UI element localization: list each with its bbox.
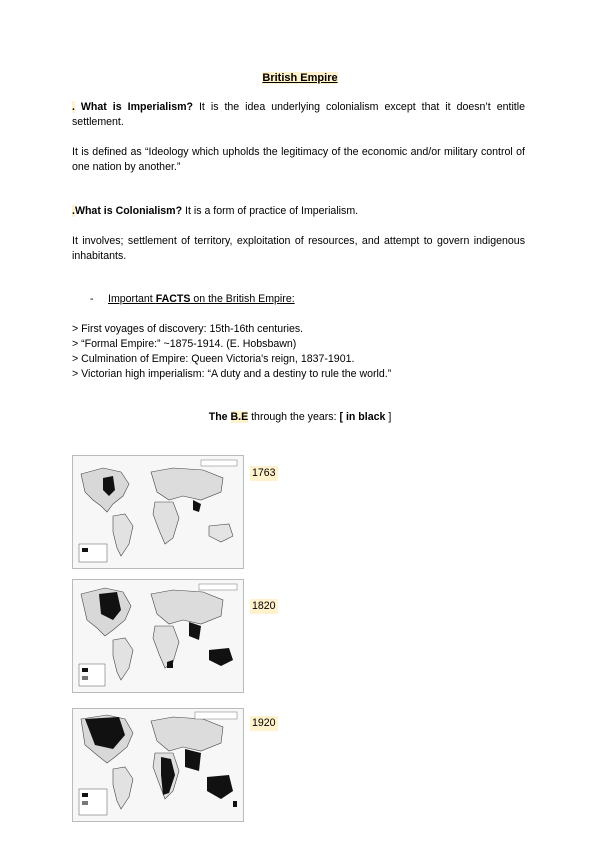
map-1920 [72, 708, 244, 822]
imperialism-bullet: . [72, 101, 75, 113]
years-bracket-open: [ [339, 411, 346, 423]
facts-heading-bold: FACTS [155, 293, 191, 305]
world-map-1820-image [73, 580, 243, 692]
imperialism-answer: It is the idea underlying colonialism except that it doesn’t entitle settlement. [72, 101, 525, 128]
facts-list [72, 322, 391, 382]
imperialism-question: What is Imperialism? [74, 101, 193, 113]
years-in-black: in black [345, 411, 386, 423]
years-the: The [208, 411, 231, 423]
years-through: through the years: [248, 411, 340, 423]
map-1820 [72, 579, 244, 693]
year-label-1920: 1920 [252, 717, 276, 729]
years-bracket-close: ] [385, 411, 392, 423]
year-label-1820: 1820 [252, 600, 276, 612]
fact-item: > Victorian high imperialism: “A duty and a destiny to rule the world.” [72, 368, 392, 380]
years-heading [0, 410, 600, 425]
colonialism-answer: It is a form of practice of Imperialism. [182, 205, 359, 217]
imperialism-paragraph [72, 100, 525, 130]
world-map-1763-image [73, 456, 243, 568]
facts-heading-after: on the British Empire: [190, 293, 295, 305]
facts-heading-before: Important [108, 293, 156, 305]
fact-item: > Culmination of Empire: Queen Victoria's reign, 1837-1901. [72, 353, 355, 365]
colonialism-question: What is Colonialism? [74, 205, 183, 217]
definition-paragraph: It is defined as “Ideology which upholds the legitimacy of the economic and/or military control of one nation by another.” [72, 146, 525, 173]
fact-item: > “Formal Empire:” ~1875-1914. (E. Hobsbawn) [72, 338, 297, 350]
world-map-1920-image [73, 709, 243, 821]
years-be: B.E [230, 411, 249, 423]
facts-heading [90, 292, 295, 307]
year-label-1763: 1763 [252, 467, 276, 479]
title-text: British Empire [262, 72, 338, 84]
facts-heading-text [108, 293, 295, 305]
involves-paragraph: It involves; settlement of territory, exploitation of resources, and attempt to govern indigenous inhabitants. [72, 235, 525, 262]
map-1763 [72, 455, 244, 569]
fact-item: > First voyages of discovery: 15th-16th centuries. [72, 323, 304, 335]
page-title [0, 72, 600, 84]
colonialism-paragraph [72, 204, 525, 219]
colonialism-bullet: . [72, 205, 75, 217]
facts-dash: - [90, 293, 94, 305]
